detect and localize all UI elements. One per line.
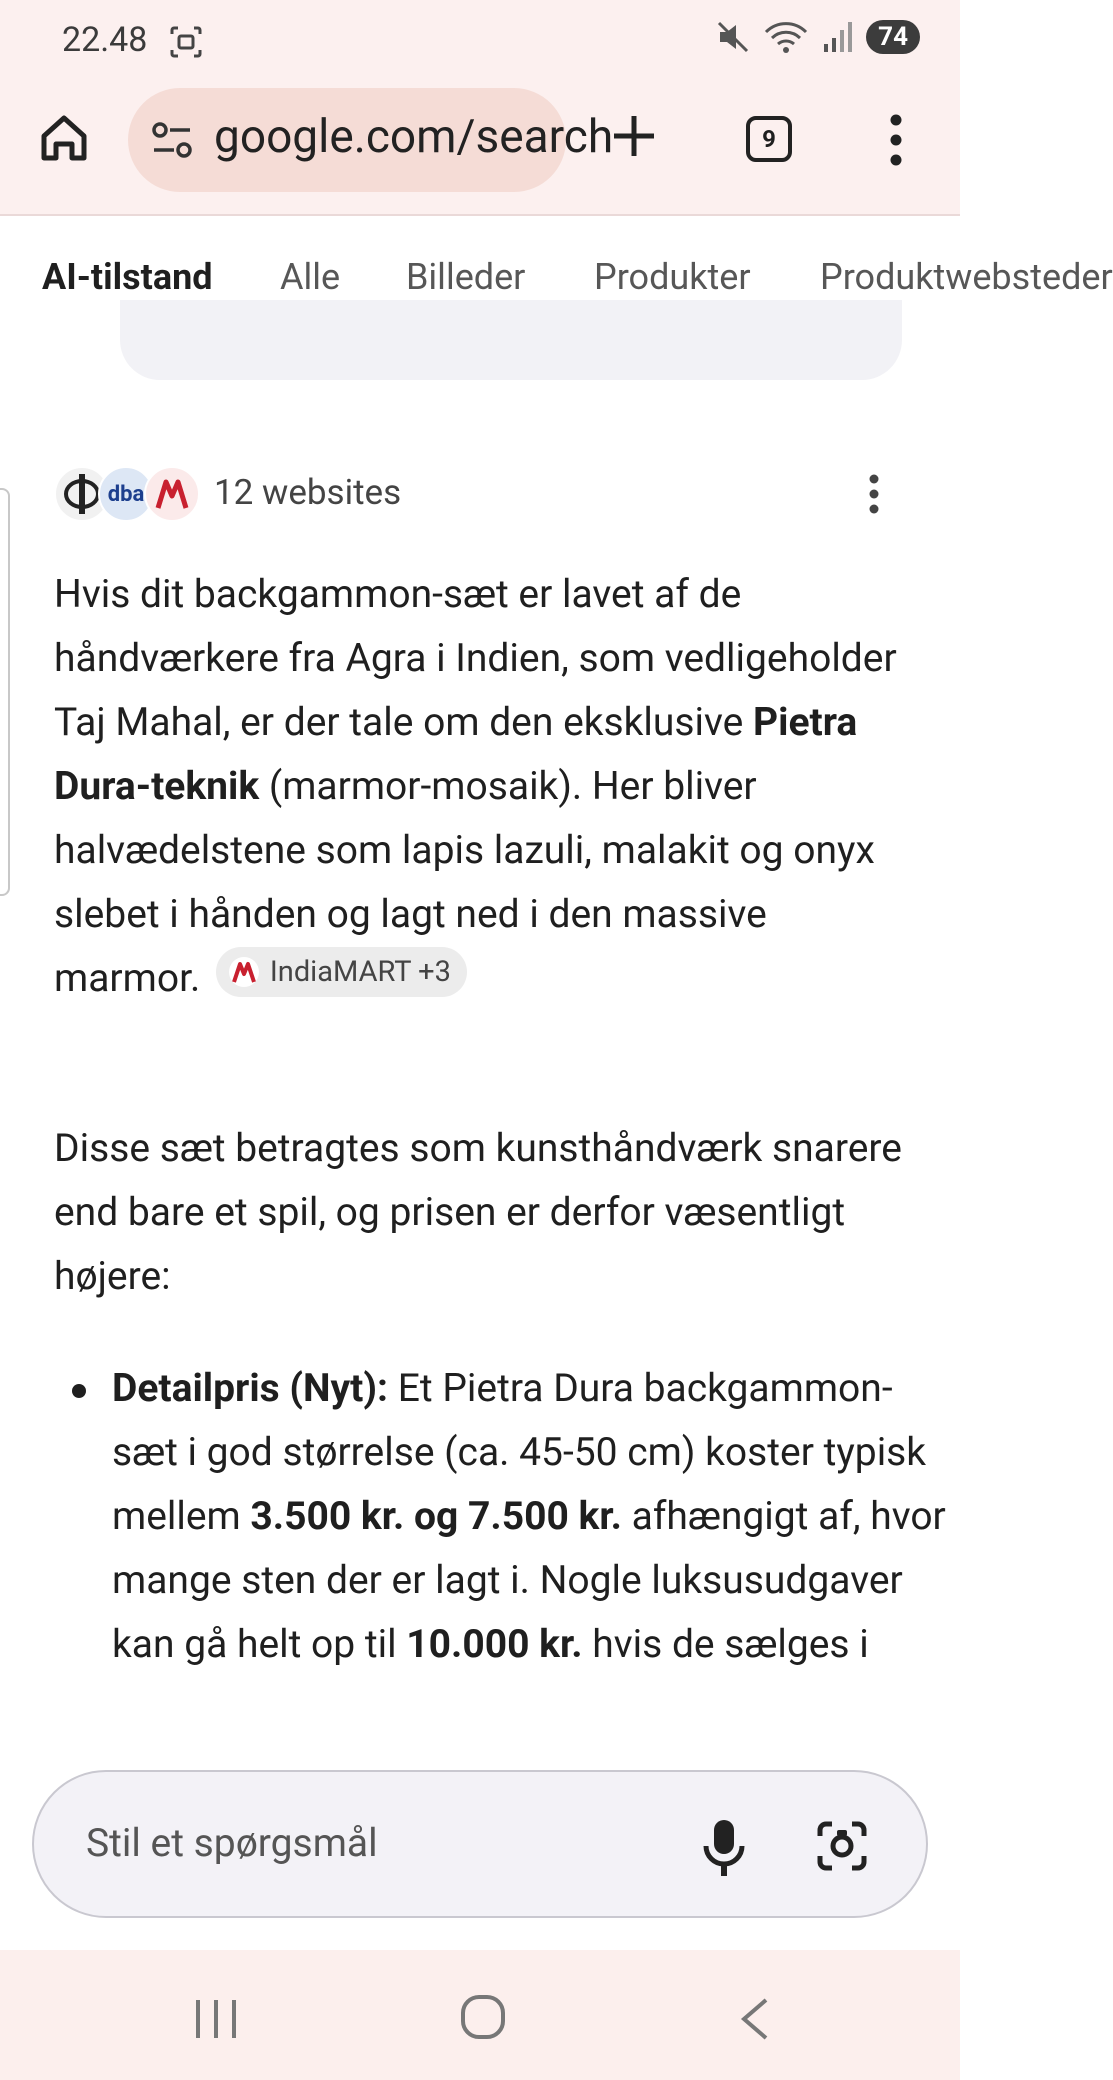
microphone-icon[interactable]: [696, 1816, 752, 1878]
tab-images[interactable]: Billeder: [406, 256, 526, 298]
list-item: [112, 1356, 952, 1676]
status-icons: [716, 20, 920, 54]
sources-count[interactable]: 12 websites: [214, 472, 402, 513]
ask-input-bar[interactable]: [32, 1770, 928, 1918]
tab-ai-mode[interactable]: AI-tilstand: [42, 256, 213, 298]
battery-level: 74: [866, 20, 920, 54]
back-icon[interactable]: [738, 1996, 770, 2042]
recent-apps-icon[interactable]: [192, 1998, 240, 2040]
home-icon[interactable]: [36, 110, 92, 166]
previous-card-edge: [120, 300, 902, 380]
status-time: 22.48: [62, 20, 148, 60]
sources-menu-icon[interactable]: [866, 474, 882, 514]
tab-product-sites[interactable]: Produktwebsteder: [820, 256, 1113, 298]
ask-input[interactable]: Stil et spørgsmål: [86, 1820, 378, 1866]
mute-icon: [716, 20, 750, 54]
tab-all[interactable]: Alle: [280, 256, 341, 298]
url-text[interactable]: google.com/search: [214, 110, 614, 164]
camera-search-icon[interactable]: [814, 1818, 870, 1874]
source-logos[interactable]: [54, 466, 200, 522]
answer-paragraph-1: [54, 562, 914, 1010]
bullet-label: Detailpris (Nyt):: [112, 1365, 389, 1411]
indiamart-icon: [152, 474, 192, 514]
source-logo-dba: dba: [98, 466, 154, 522]
bullet-text: Et Pietra Dura backgammon-sæt i god størrelse (ca. 45-50 cm) koster typisk mellem: [112, 1365, 927, 1539]
screenshot-icon: [168, 24, 204, 60]
browser-chrome: [0, 0, 960, 216]
tab-switcher-button[interactable]: 9: [746, 116, 792, 162]
bullet-text: hvis de sælges i: [582, 1621, 869, 1667]
max-price: 10.000 kr.: [406, 1621, 583, 1667]
indiamart-icon: [228, 956, 260, 988]
source-logo-indiamart: [144, 466, 200, 522]
wifi-icon: [764, 20, 808, 54]
citation-chip[interactable]: [216, 947, 467, 997]
signal-icon: [822, 20, 852, 54]
more-menu-icon[interactable]: [888, 114, 904, 166]
bullet-dot: [72, 1384, 86, 1398]
site-settings-icon[interactable]: [150, 120, 194, 160]
answer-text: (marmor-mosaik). Her bliver halvædelstene som lapis lazuli, malakit og onyx slebet i hånden og lagt ned i den massive marmor.: [54, 763, 875, 1001]
bullet-text: afhængigt af, hvor mange sten der er lagt i. Nogle luksusudgaver kan gå helt op til: [112, 1493, 946, 1667]
new-tab-icon[interactable]: [608, 110, 660, 162]
side-panel-edge[interactable]: [0, 488, 10, 896]
price-range: 3.500 kr. og 7.500 kr.: [250, 1493, 622, 1539]
tab-products[interactable]: Produkter: [594, 256, 751, 298]
answer-paragraph-2: Disse sæt betragtes som kunsthåndværk snarere end bare et spil, og prisen er derfor væsentligt højere:: [54, 1125, 902, 1299]
home-nav-icon[interactable]: [460, 1994, 506, 2040]
system-nav-bar: [0, 1950, 960, 2080]
answer-text: Hvis dit backgammon-sæt er lavet af de håndværkere fra Agra i Indien, som vedligeholder Taj Mahal, er der tale om den eksklusive: [54, 571, 897, 745]
citation-chip-label: IndiaMART +3: [269, 955, 451, 989]
answer-bold-term: Pietra Dura-teknik: [54, 699, 858, 809]
address-bar[interactable]: [128, 88, 614, 192]
